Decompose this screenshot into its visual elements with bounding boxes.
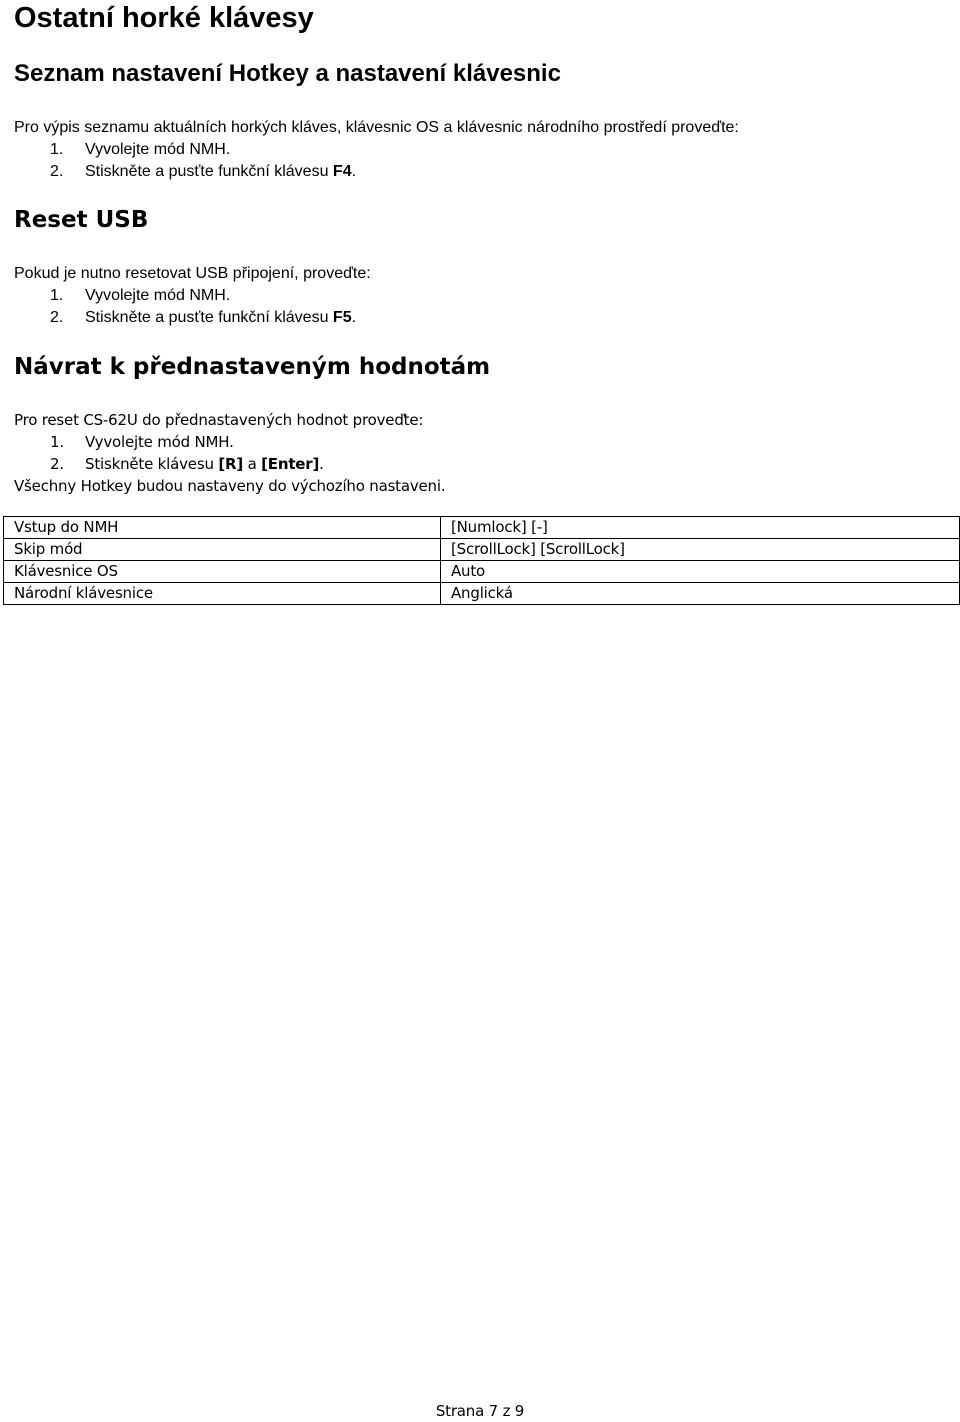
hotkey-list-step-1	[50, 139, 230, 161]
table-row	[4, 539, 960, 561]
setting-value-cell: [ScrollLock] [ScrollLock]	[441, 539, 960, 561]
step-text: Vyvolejte mód NMH.	[85, 433, 234, 451]
key-r-label: [R]	[218, 455, 243, 473]
step-text: Stiskněte klávesu	[85, 455, 219, 473]
table-row	[4, 583, 960, 605]
reset-usb-step-1	[50, 285, 230, 307]
reset-usb-heading: Reset USB	[14, 207, 149, 233]
table-row	[4, 517, 960, 539]
defaults-step-1	[50, 431, 234, 453]
reset-usb-intro: Pokud je nutno resetovat USB připojení, proveďte:	[14, 265, 371, 282]
step-text: Vyvolejte mód NMH.	[85, 287, 231, 304]
reset-usb-step-2	[50, 307, 356, 329]
setting-name-cell: Skip mód	[4, 539, 441, 561]
key-enter-label: [Enter]	[261, 455, 320, 473]
setting-value-cell: [Numlock] [-]	[441, 517, 960, 539]
step-text: Vyvolejte mód NMH.	[85, 141, 231, 158]
step-number: 1.	[50, 433, 64, 451]
setting-value-cell: Anglická	[441, 583, 960, 605]
step-text: Stiskněte a pusťte funkční klávesu	[85, 163, 333, 180]
setting-name-cell: Vstup do NMH	[4, 517, 441, 539]
step-suffix: .	[351, 163, 357, 180]
step-number: 1.	[50, 287, 64, 304]
page-title: Ostatní horké klávesy	[14, 2, 314, 34]
hotkey-list-heading: Seznam nastavení Hotkey a nastavení klávesnic	[14, 60, 561, 87]
function-key-label: F4	[332, 163, 352, 180]
defaults-step-2	[50, 453, 324, 475]
table-row	[4, 561, 960, 583]
defaults-intro: Pro reset CS-62U do přednastavených hodnot proveďte:	[14, 411, 424, 429]
function-key-label: F5	[332, 309, 352, 326]
step-number: 2.	[50, 455, 64, 473]
step-number: 1.	[50, 141, 64, 158]
setting-value-cell: Auto	[441, 561, 960, 583]
hotkey-list-step-2	[50, 161, 356, 183]
hotkey-list-intro: Pro výpis seznamu aktuálních horkých kláves, klávesnic OS a klávesnic národního prostředí proveďte:	[14, 119, 739, 136]
step-suffix: .	[319, 455, 324, 473]
setting-name-cell: Národní klávesnice	[4, 583, 441, 605]
step-number: 2.	[50, 163, 64, 180]
step-text: Stiskněte a pusťte funkční klávesu	[85, 309, 333, 326]
defaults-note: Všechny Hotkey budou nastaveny do výchozího nastaveni.	[14, 477, 446, 495]
step-number: 2.	[50, 309, 64, 326]
step-suffix: .	[351, 309, 357, 326]
page-number-footer: Strana 7 z 9	[435, 1402, 525, 1420]
defaults-heading: Návrat k přednastaveným hodnotám	[14, 354, 491, 380]
settings-table	[3, 516, 960, 605]
setting-name-cell: Klávesnice OS	[4, 561, 441, 583]
step-connector: a	[243, 455, 262, 473]
